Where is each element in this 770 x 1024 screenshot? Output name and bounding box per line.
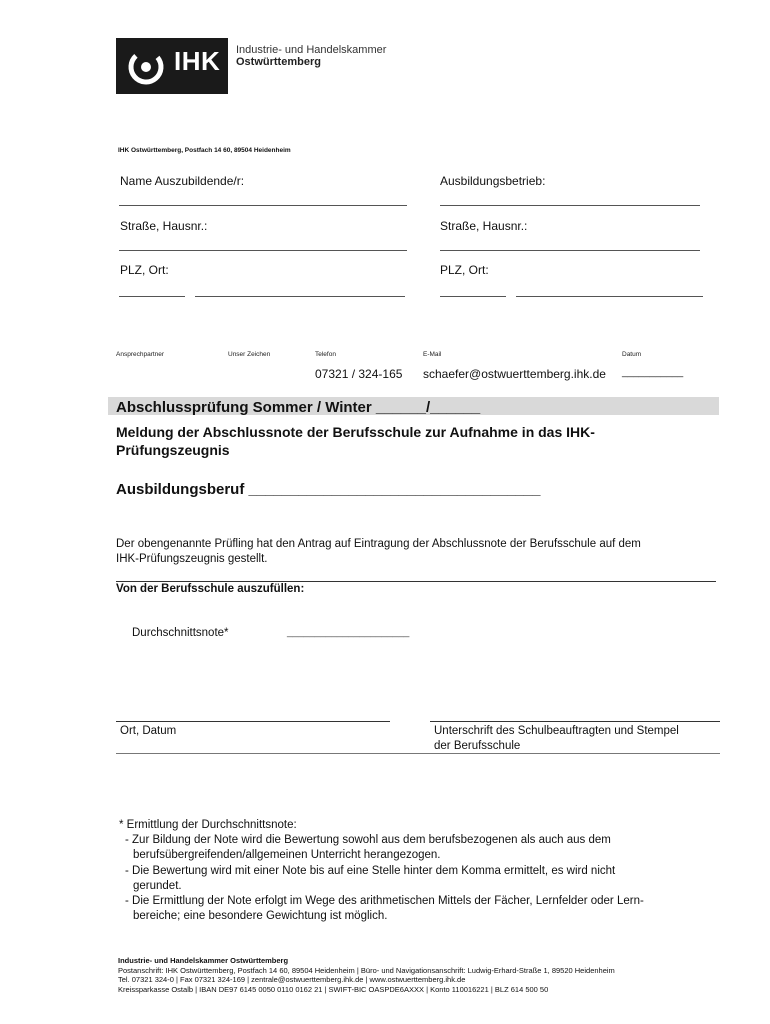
footer-contact: Tel. 07321 324-0 | Fax 07321 324-169 | zentrale@ostwuerttemberg.ihk.de | www.ostwuerttemberg.ihk.de xyxy=(118,975,466,984)
notes-line-3: - Die Bewertung wird mit einer Note bis auf eine Stelle hinter dem Komma ermittelt, es wird nicht xyxy=(125,864,616,877)
notes-line-1: - Zur Bildung der Note wird die Bewertung sowohl aus dem berufsbezogenen als auch aus dem xyxy=(125,834,611,847)
profession-field[interactable]: Ausbildungsberuf ___________________________________ xyxy=(116,481,541,498)
subject-line-1: Meldung der Abschlussnote der Berufsschule zur Aufnahme in das IHK- xyxy=(116,424,595,440)
phone-label: Telefon xyxy=(315,351,336,358)
notes-line-6: bereiche; eine besondere Gewichtung ist möglich. xyxy=(133,910,388,923)
trainee-name-label: Name Auszubildende/r: xyxy=(120,174,245,188)
subject-line-2: Prüfungszeugnis xyxy=(116,442,230,458)
trainee-city-line[interactable] xyxy=(195,296,405,297)
footer-bank: Kreissparkasse Ostalb | IBAN DE97 6145 0050 0110 0162 21 | SWIFT-BIC OASPDE6AXXX | Konto 110016221 | BLZ 614 500 50 xyxy=(118,984,549,994)
company-label: Ausbildungsbetrieb: xyxy=(440,174,546,188)
company-zip-line[interactable] xyxy=(440,296,506,297)
intro-line-2: IHK-Prüfungszeugnis gestellt. xyxy=(116,553,268,565)
trainee-zip-line[interactable] xyxy=(119,296,185,297)
trainee-name-line[interactable] xyxy=(119,205,407,206)
logo-org-line1: Industrie- und Handelskammer xyxy=(236,44,387,56)
footer-address: Postanschrift: IHK Ostwürttemberg, Postfach 14 60, 89504 Heidenheim | Büro- und Navigationsanschrift: Ludwig-Erhard-Straße 1, 89520 Heidenheim xyxy=(118,965,615,975)
section-divider xyxy=(116,581,716,582)
company-line[interactable] xyxy=(440,205,700,206)
place-date-label: Ort, Datum xyxy=(120,725,177,737)
signature-label-1: Unterschrift des Schulbeauftragten und Stempel xyxy=(434,725,679,737)
company-city-label: PLZ, Ort: xyxy=(440,263,489,277)
signature-bottom-rule xyxy=(116,753,720,754)
trainee-street-label: Straße, Hausnr.: xyxy=(120,219,208,233)
sender-line: IHK Ostwürttemberg, Postfach 14 60, 89504 Heidenheim xyxy=(118,147,291,154)
notes-line-4: gerundet. xyxy=(133,879,182,892)
date-value[interactable]: ___________ xyxy=(622,367,684,378)
ihk-logo xyxy=(116,38,228,94)
date-label: Datum xyxy=(622,351,642,358)
trainee-city-label: PLZ, Ort: xyxy=(120,263,169,277)
exam-title: Abschlussprüfung Sommer / Winter ______/______ xyxy=(116,399,481,416)
place-date-line[interactable] xyxy=(116,721,390,722)
email-label: E-Mail xyxy=(423,351,442,358)
email-value[interactable]: schaefer@ostwuerttemberg.ihk.de xyxy=(423,367,606,381)
notes-title: * Ermittlung der Durchschnittsnote: xyxy=(119,819,297,831)
ihk-logo-mark-icon xyxy=(126,47,166,87)
grade-notes xyxy=(119,818,644,924)
notes-line-2: berufsübergreifenden/allgemeinen Unterricht herangezogen. xyxy=(133,849,441,862)
notes-line-5: - Die Ermittlung der Note erfolgt im Wege des arithmetischen Mittels der Fächer, Lernfelder oder Lern- xyxy=(125,895,644,908)
average-grade-field[interactable]: ______________________ xyxy=(287,627,410,638)
trainee-street-line[interactable] xyxy=(119,250,407,251)
average-grade-label: Durchschnittsnote* xyxy=(132,627,229,639)
footer-org: Industrie- und Handelskammer Ostwürttemberg xyxy=(118,956,289,965)
phone-value: 07321 / 324-165 xyxy=(315,367,403,381)
reference-label: Unser Zeichen xyxy=(228,351,271,358)
logo-org-line2: Ostwürttemberg xyxy=(236,56,321,68)
school-section-title: Von der Berufsschule auszufüllen: xyxy=(116,583,305,595)
signature-label-2: der Berufsschule xyxy=(434,740,521,752)
company-city-line[interactable] xyxy=(516,296,703,297)
page-footer xyxy=(118,956,615,994)
company-street-line[interactable] xyxy=(440,250,700,251)
contact-person-label: Ansprechpartner xyxy=(116,351,165,358)
signature-line[interactable] xyxy=(430,721,720,722)
company-street-label: Straße, Hausnr.: xyxy=(440,219,528,233)
intro-line-1: Der obengenannte Prüfling hat den Antrag auf Eintragung der Abschlussnote der Berufsschule auf dem xyxy=(116,538,641,550)
logo-wordmark: IHK xyxy=(174,46,221,76)
